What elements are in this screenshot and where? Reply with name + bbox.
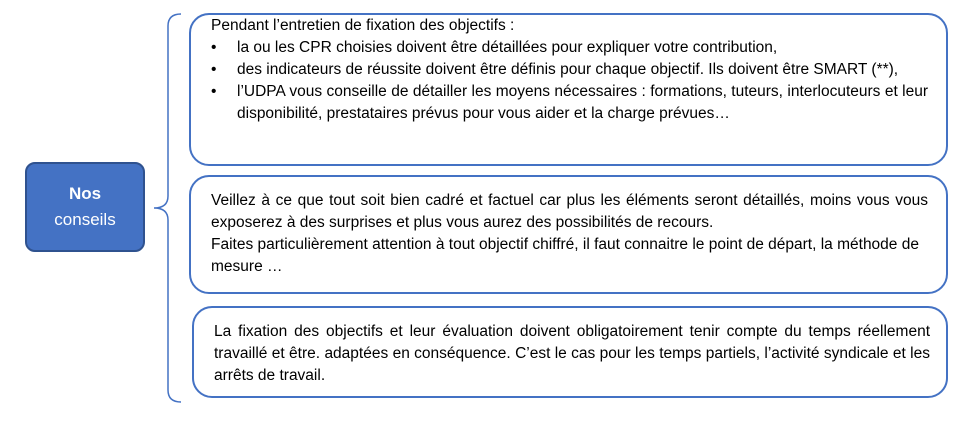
list-item (211, 81, 928, 125)
framing-paragraph: Veillez à ce que tout soit bien cadré et factuel car plus les éléments seront détaillés, moins vous vous exposerez à des surprises et plus vous aurez des possibilités de recours. (211, 192, 928, 231)
working-time-paragraph: La fixation des objectifs et leur évaluation doivent obligatoirement tenir compte du temps réellement travaillé et être. adaptées en conséquence. C’est le cas pour les temps partiels, l’activité syndicale et les arrêts de travail. (214, 323, 930, 384)
list-item (211, 59, 928, 81)
curly-brace-connector (148, 12, 188, 404)
list-item-text: la ou les CPR choisies doivent être détaillées pour expliquer votre contribution, (237, 39, 778, 56)
bullet-icon: • (211, 61, 217, 78)
objectives-meeting-card (189, 13, 948, 166)
objectives-intro: Pendant l’entretien de fixation des objectifs : (211, 17, 515, 34)
list-item-text: des indicateurs de réussite doivent être définis pour chaque objectif. Ils doivent être SMART (**), (237, 61, 899, 78)
conseils-label: conseils (54, 210, 116, 229)
numeric-objective-paragraph: Faites particulièrement attention à tout objectif chiffré, il faut connaitre le point de départ, la méthode de mesure … (211, 236, 919, 275)
working-time-card (192, 306, 948, 398)
bullet-icon: • (211, 83, 217, 100)
nos-label: Nos (68, 184, 102, 203)
nos-conseils-box (25, 162, 145, 252)
bullet-icon: • (211, 39, 217, 56)
objectives-list (211, 37, 928, 125)
list-item-text: l’UDPA vous conseille de détailler les moyens nécessaires : formations, tuteurs, interlocuteurs et leur disponibilité, prestataires prévus pour vous aider et la charge prévues… (237, 83, 928, 122)
framing-advice-card (189, 175, 948, 294)
list-item (211, 37, 928, 59)
